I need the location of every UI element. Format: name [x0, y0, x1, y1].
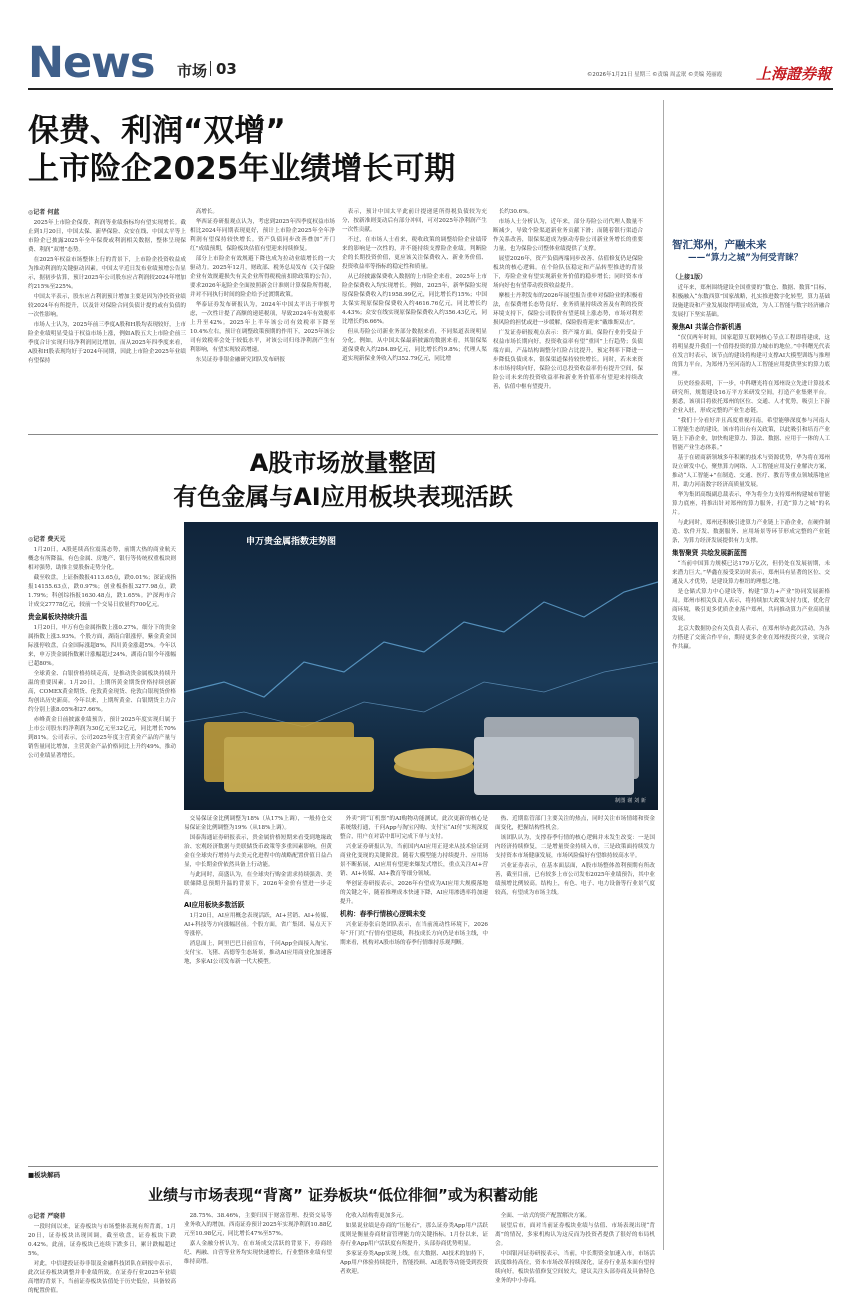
sidebar-paragraph: 北京大数据协会有关负责人表示，在郑州举办此次活动，为各方搭建了交流合作平台，期待更多企业在郑州投资兴业，实现合作共赢。 [672, 626, 830, 650]
lead-byline: ◎记者 何蓝 [28, 209, 60, 216]
lead-paragraph: 不过，在市场人士看来，税收政策的调整给险企业绩带来的影响是一次性的，并不能持续支撑险企业绩。判断险企的长期投资价值，更应该关注保费收入、新业务价值、投资收益率等指标的稳定性和质量。 [342, 237, 487, 270]
lead-paragraph: 在2025年权益市场整体上行的背景下，上市险企投资收益成为推动利润的关键驱动因素。中国太平近日发布业绩预增公告显示，据初步估算，预计2025年公司股东应占利润较2024年增加约215%至225%。 [28, 257, 186, 290]
sidebar-subhead: 集智聚贤 共绘发展新蓝图 [672, 549, 747, 557]
chart-illustration [184, 522, 658, 810]
feature1-headline-line2: 有色金属与AI应用板块表现活跃 [173, 483, 513, 511]
feature1-paragraph: 热、近期监管部门主要关注的热点，同时关注市场情绪和资金面变化，把握结构性机会。 [495, 816, 655, 831]
feature1-paragraph: 兴业证券研报认为，当前国内AI应用正迎来从技术验证到商业化变现的关键阶段。随着大模型能力持续提升、应用场景不断拓展，AI应用有望迎来爆发式增长，重点关注AI+营销、AI+传媒、AI+教育等细分领域。 [340, 844, 488, 877]
sidebar-title [672, 238, 830, 265]
feature1-paragraph: 兴业证券张启尧团队表示，在当前流动性环境下，2026年“开门红”行情有望延续，科技成长方向仍是市场主线，中期来看，机构对A股市场的春季行情维持乐观判断。 [340, 922, 488, 946]
lead-col-2 [190, 208, 335, 430]
feature1-paragraph: 该团队认为，支撑春季行情的核心逻辑并未发生改变：一是国内经济持续修复，二是增量资金持续入市，三是政策面持续发力支持资本市场健康发展，市场风险偏好有望维持较高水平。 [495, 835, 655, 859]
lead-paragraph: 2025年上市险企保费、利润等业绩指标均有望实现增长。截止到1月20日，中国太保、新华保险、众安在线、中国太平等上市险企已披露2025年全年保费或利润相关数据，整体呈现保费、利润“双增”态势。 [28, 220, 186, 253]
lead-paragraph: 高增长。 [195, 209, 218, 215]
section-divider [210, 61, 211, 76]
feature1-paragraph: 与此同时，高盛认为，在全球央行购金需求持续强劲、美联储降息预期升温的背景下，2026年金价有望进一步走高。 [184, 872, 332, 896]
feature1-headline [28, 446, 658, 514]
sidebar-paragraph: “当前中国算力规模已达179万亿次，但仍处在发展初期，未来潜力巨大。”华鑫在接受采访时表示，郑州具有显著的区位、交通及人才优势，是建设算力枢纽的理想之地。 [672, 561, 830, 585]
sidebar-body [672, 273, 830, 652]
feature1-paragraph: 1月20日，AI应用概念表现活跃，AI+营销、AI+传媒、AI+科技等方向涨幅居前。个股方面，省广集团、易点天下等涨停。 [184, 913, 332, 937]
feature2-col-2 [184, 1212, 332, 1265]
feature1-paragraph: 国泰海通证券研报表示，贵金属价格短期来看受到地缘政治、宏观经济数据与美联储货币政策等多重因素影响，但黄金在全球央行增持与去美元化进程中的战略配置价值日益凸显，中长期金价依然具备上行动能。 [184, 835, 332, 868]
section-en: News [28, 38, 155, 88]
lead-col-3 [342, 208, 487, 430]
lead-paragraph: 市场人士分析认为，近年来，部分寿险公司代理人数量不断减少，导致个险渠道新业务贡献下滑；而随着银行渠道合作关系改善，银保渠道成为驱动寿险公司新业务增长的重要力量，也为保险公司整体业绩提供了支撑。 [493, 219, 643, 252]
lead-headline-line2: 上市险企2025年业绩增长可期 [28, 151, 456, 187]
lead-paragraph: 中国太平表示，股东应占利润预计增加主要是因为净投资业绩较2024年有所提升，以及针对保险合同负债计提的或有负债的一次性影响。 [28, 294, 186, 318]
paper-name-logo: 上海證券報 [756, 65, 832, 83]
sidebar-divider [663, 100, 664, 1250]
lead-paragraph: 但从寿险公司新业务部分数据来看，不同渠道表现明显分化。例如，从中国太保最新披露的数据来看，其银保渠道保费收入约284.89亿元，同比增长约9.8%；代理人渠道实现新保业务收入约352.79亿元，同比增 [342, 329, 487, 362]
sidebar [672, 238, 830, 1243]
lead-paragraph: 部分上市险企有效规避下降也成为拉动业绩增长的一大驱动力。2025年12月，财政部、税务总局发布《关于保险企业有效规避损失有关企业所得税税前扣除政策的公告》，要求2026年起险企全面按照新会计准则计算保险所得税，并对不同执行时间的险企给予过渡期政策。 [190, 256, 335, 298]
section-cn: 市场 [177, 62, 208, 80]
feature2-paragraph: 对此，中信建投证券非银及金融科技团队在研报中表示，此次证券板块调整并非业绩所致。在证券行业2025年业绩高增的背景下，当前证券板块估值处于历史低位，具备较高的配置价值。 [28, 1261, 176, 1294]
feature1-subhead: 贵金属板块持续升温 [28, 613, 88, 621]
feature1-top-rule [28, 434, 658, 435]
sidebar-paragraph: “仅仅两年时间，国家超算互联网核心节点工程即将建成，这将明显提升我们一个值得投资的算力城市的地位。”中科曙光代表在发言时表示，该节点的建设将构建可支撑AI大模型训练与推理的算力平台，为郑州乃至河南的人工智能应用提供坚实的算力底座。 [672, 335, 830, 377]
chart-caption: 制图 谢 刘 新 [615, 798, 646, 804]
sidebar-title-line2: ——“算力之城”为何受青睐？ [688, 253, 803, 263]
feature2-paragraph: 展望后市，面对当前证券板块业绩与估值、市场表现出现“背离”的情况，多家机构认为这反而为投资者提供了很好的布局机会。 [495, 1223, 655, 1247]
feature1-paragraph: 1月20日，A股延续高位震荡态势，前期大热的商业航天概念有所降温，有色金属、房地产、银行等传统权重板块则相对强势，助推主要股指走势分化。 [28, 547, 176, 571]
feature2-paragraph: 全面、一站式的资产配置解决方案。 [500, 1213, 591, 1219]
sidebar-subhead: 聚焦AI 共谋合作新机遇 [672, 323, 742, 331]
lead-paragraph: 广发证券研报观点表示：资产端方面，保险行业仍受益于权益市场长期向好，投资收益率有望“重回”上行趋势；负债端方面，产品结构调整分红险占比提升，预定利率下降进一步降低负债成本，银保渠道保持较快增长。同时，若未来资本市场持续向好，保险公司总投资收益率仍有提升空间，保险公司未来的投资收益率和新业务价值率有望迎来持续改善，估值中枢有望提升。 [493, 330, 643, 390]
precious-metals-chart-graphic [184, 522, 658, 810]
feature1-paragraph: 消息面上，阿里巴巴日前宣布，千问App全面接入淘宝、支付宝、飞猪、高德等生态场景，推动AI应用商业化加速落地，多家AI公司发布新一代大模型。 [184, 941, 332, 965]
lead-paragraph: 展望2026年，资产负债两端同步改善、估值修复仍是保险板块的核心逻辑。在个险队伍稳定和产品转型推进的背景下，寿险企业有望实现新业务价值的稳步增长；同时资本市场向好也有望带动投资收益提升。 [493, 256, 643, 289]
feature1-subhead: 机构：春季行情核心逻辑未变 [340, 910, 426, 918]
sidebar-paragraph: 近年来，郑州围绕建设全国重要的“数仓、数据、数算”目标，积极融入“东数西算”国家战略，扎实推进数字化转型，算力基础设施建设和产业发展取得明显成效，为人工智能与数字经济融合发展打下坚实基础。 [672, 285, 830, 318]
feature1-paragraph: 截至收盘，上证指数报4113.65点，跌0.01%；深证成指报14155.63点，跌0.97%；创业板指报3277.98点，跌1.79%；科创综指报1630.48点，跌1.65%。沪深两市合计成交27778亿元，较前一个交易日放量约700亿元。 [28, 575, 176, 608]
feature1-paragraph: 1月20日，申万有色金属指数上涨0.27%，细分下的贵金属指数上涨3.93%。个股方面，湖南白银涨停，紫金黄金国际涨停收盘，白金国际涨超8%，四川黄金涨超5%。今年以来，申万贵金属指数累计涨幅超过24%，湖南白银今年涨幅已超80%。 [28, 625, 176, 667]
sidebar-paragraph: “我们十分看好并且高度重视河南，希望能够深度参与河南人工智能生态的建设。该市将出台有关政策，以此吸引和培育产业链上下游企业，加快构建算力、算法、数据、应用于一体的人工智能产业生态体系。” [672, 418, 830, 451]
page-number: 03 [216, 60, 237, 78]
feature1-paragraph: 赤峰黄金日前披露业绩预告，预计2025年度实现归属于上市公司股东的净利润为30亿元至32亿元，同比增长70%到81%。公司表示，公司2025年度主营黄金产品的产量与销售量同比增加，主营黄金产品价格同比上升约49%，推动公司业绩显著增长。 [28, 717, 176, 759]
feature2-paragraph: 多家证券类App实现上线，在大数据、AI技术的加持下，App用户体验持续提升，智能投顾、AI选股等功能受到投资者欢迎。 [340, 1251, 488, 1275]
feature1-paragraph: 外卖”到“订机票”的AI购物功能测试。此次更新的核心是系统级打通，千问App与淘宝闪购、支付宝“AI付”实现深度整合，用户在对话中即可完成下单与支付。 [340, 816, 488, 840]
feature1-col-4 [495, 815, 655, 1165]
feature1-col-1 [28, 535, 176, 1165]
feature2-paragraph: 化收入结构将更加多元。 [345, 1213, 408, 1219]
feature1-headline-line1: A股市场放量整固 [249, 449, 437, 477]
feature2-paragraph: 嘉人金融分析认为，在市场成交活跃的背景下，券商经纪、两融、自营等业务均实现快速增长，行业整体业绩有望维持高增。 [184, 1241, 332, 1265]
masthead [0, 0, 858, 100]
feature1-byline: ◎记者 费天元 [28, 536, 66, 543]
feature1-paragraph: 全球黄金、白银价格持续走高，是推动贵金属板块持续升温的重要因素。1月20日，上期所黄金期货价格持续创新高，COMEX黄金期货、伦敦黄金现货、伦敦白银现货价格均创出历史新高。今年以来，上期所黄金、白银期货主力合约分别上涨8.05%和27.66%。 [28, 671, 176, 713]
sidebar-byline: （上接1版） [672, 274, 707, 281]
lead-paragraph: 东吴证券非银金融研究团队发布研报 [195, 357, 286, 363]
lead-paragraph: 表示，预计中国太平此前计提递延所得税负债较为充分，按新准则变动后有部分冲回，可对2025年净利润产生一次性贡献。 [342, 209, 487, 233]
lead-col-1 [28, 208, 186, 430]
feature2-paragraph: 一段时间以来，证券板块与市场整体表现有所背离。1月20日，证券板块出现回调，截至收盘，证券板块下跌0.42%。此前，证券板块已连续下跌多日，累计跌幅超过5%。 [28, 1224, 176, 1257]
sidebar-paragraph: 华为集团高级副总裁表示，华为将全力支持郑州构建城市智能算力底座，将推出针对郑州的算力服务，打造“算力之城”的名片。 [672, 492, 830, 516]
feature2-paragraph: 中国银河证券研报表示，当前，中长期资金加速入市，市场活跃度维持高位，资本市场改革持续深化，证券行业基本面有望持续向好，板块估值修复空间较大，建议关注头部券商及具备特色业务的中小券商。 [495, 1251, 655, 1284]
sidebar-paragraph: 与此同时，郑州还积极引进算力产业链上下游企业，在硬件制造、软件开发、数据服务、应用场景等环节形成完整的产业链条，为算力经济发展提供有力支撑。 [672, 520, 830, 544]
feature2-col-4 [495, 1212, 655, 1284]
feature2-col-1 [28, 1212, 176, 1294]
lead-paragraph: 华泰证券发布研报认为，2024年中国太平出于审慎考虑，一次性计提了高额的递延税项，导致2024年有效税率上升至42%。2025年上半年该公司有效税率下降至10.4%左右，预计在调整政策预期的作用下，2025年该公司有效税率会处于较低水平，对该公司归母净利润产生有利影响，有望实现较高增速。 [190, 302, 335, 353]
feature1-subhead: AI应用板块多数活跃 [184, 901, 245, 909]
lead-headline [28, 112, 668, 188]
lead-paragraph: 长约30.6%。 [498, 209, 534, 215]
sidebar-title-line1: 智汇郑州，产融未来 [672, 239, 767, 251]
feature2-headline: 业绩与市场表现“背离” 证券板块“低位徘徊”或为积蓄动能 [148, 1186, 538, 1204]
lead-col-4 [493, 208, 643, 430]
feature1-col-2 [184, 815, 332, 1165]
chart-title: 申万贵金属指数走势图 [246, 537, 337, 547]
feature2-byline: ◎记者 严晓菲 [28, 1213, 66, 1220]
feature1-paragraph: 兴业证券表示，在基本面层面，A股市场整体盈利预期有所改善，截至目前，已有较多上市公司发布2025年业绩预告，其中业绩预增比例较高。结构上，有色、电子、电力设备等行业景气度较高，有望成为市场主线。 [495, 863, 655, 896]
feature1-paragraph: 交易保证金比例调整为18%（从17%上调），一般持仓交易保证金比例调整为19%（从18%上调）。 [184, 816, 332, 831]
feature2-section-tag: ■板块解码 [28, 1171, 61, 1179]
sidebar-paragraph: 基于在磋商新领域多年积累的技术与资源优势，华为将在郑州设立研发中心，聚焦算力网络、人工智能应用及行业解决方案，推动“人工智能+”在制造、交通、医疗、教育等重点领域落地应用，助力河南数字经济高质量发展。 [672, 455, 830, 488]
lead-headline-line1: 保费、利润“双增” [28, 113, 286, 149]
sidebar-paragraph: 历史经验表明，下一步，中科曙光将在郑州设立先进计算技术研究所，规划建设16万平方米研发空间，打造产业集聚平台。据悉，该项目将依托郑州的区位、交通、人才优势，吸引上下游企业入驻，形成完整的产业生态链。 [672, 381, 830, 414]
feature2-top-rule [28, 1166, 658, 1167]
lead-paragraph: 摩根士丹利发布的2026年展望报告重申对保险业的积极看法，在保费增长态势良好、业务质量持续改善及有利的投资环境支持下，保险公司股价有望延续上涨态势，市场对利差损风险的担忧或进一步缓解，保险股将迎来“戴维斯双击”。 [493, 293, 643, 326]
feature2-col-3 [340, 1212, 488, 1275]
lead-paragraph: 华西证券研报观点认为，考虑到2025年四季度权益市场相比2024年同期表现更好，预计上市险企2025年全年净利润有望保持较快增长。资产负债同步改善叠加“开门红”成绩预期，保险板块估值有望迎来持续修复。 [190, 219, 335, 252]
feature1-paragraph: 华创证券研报表示，2026年有望成为AI应用大规模落地的关键之年，随着推理成本快速下降，AI应用渗透率将加速提升。 [340, 881, 488, 905]
sidebar-paragraph: 是仓储式算力中心建设等，构建“算力+产业”协同发展新格局。郑州市相关负责人表示，将持续加大政策支持力度，优化营商环境，吸引更多优质企业落户郑州，共同推动算力产业高质量发展。 [672, 589, 830, 622]
lead-paragraph: 从已经披露保费收入数据的上市险企来看，2025年上市险企保费收入均实现增长。例如，2025年，新华保险实现原保险保费收入约1958.99亿元，同比增长约15%；中国太保实现原保险保费收入约4616.76亿元，同比增长约4.43%；众安在线实现原保险保费收入约356.43亿元，同比增长约6.66%。 [342, 274, 487, 325]
lead-paragraph: 市场人士认为，2025年前三季度A股和H股均表现较好，上市险企业绩明显受益于权益市场上涨，例如A股五大上市险企前三季度合计实现归母净利润同比增加，而从2025年四季度来看，A股和H股表现均好于2024年同期，因此上市险企2025年业绩有望保持 [28, 322, 186, 364]
feature2-paragraph: 如果说业绩是券商的“压舱石”，那么证券类App用户活跃度则是衡量券商财富管理能力的关键指标。1月份以来，证券行业App用户活跃度有所提升，头部券商优势明显。 [340, 1223, 488, 1247]
masthead-rule [28, 88, 833, 90]
feature1-col-3 [340, 815, 488, 1165]
feature2-paragraph: 28.75%、38.46%，主要归因于财富管理、投资交易等业务收入的增加。西南证券预计2025年实现净利润10.88亿元至10.98亿元，同比增长47%至57%。 [184, 1213, 332, 1237]
date-line: ©2026年1月21日 星期三 ©责编 周孟珉 ©美编 苑丽霞 [587, 72, 722, 78]
